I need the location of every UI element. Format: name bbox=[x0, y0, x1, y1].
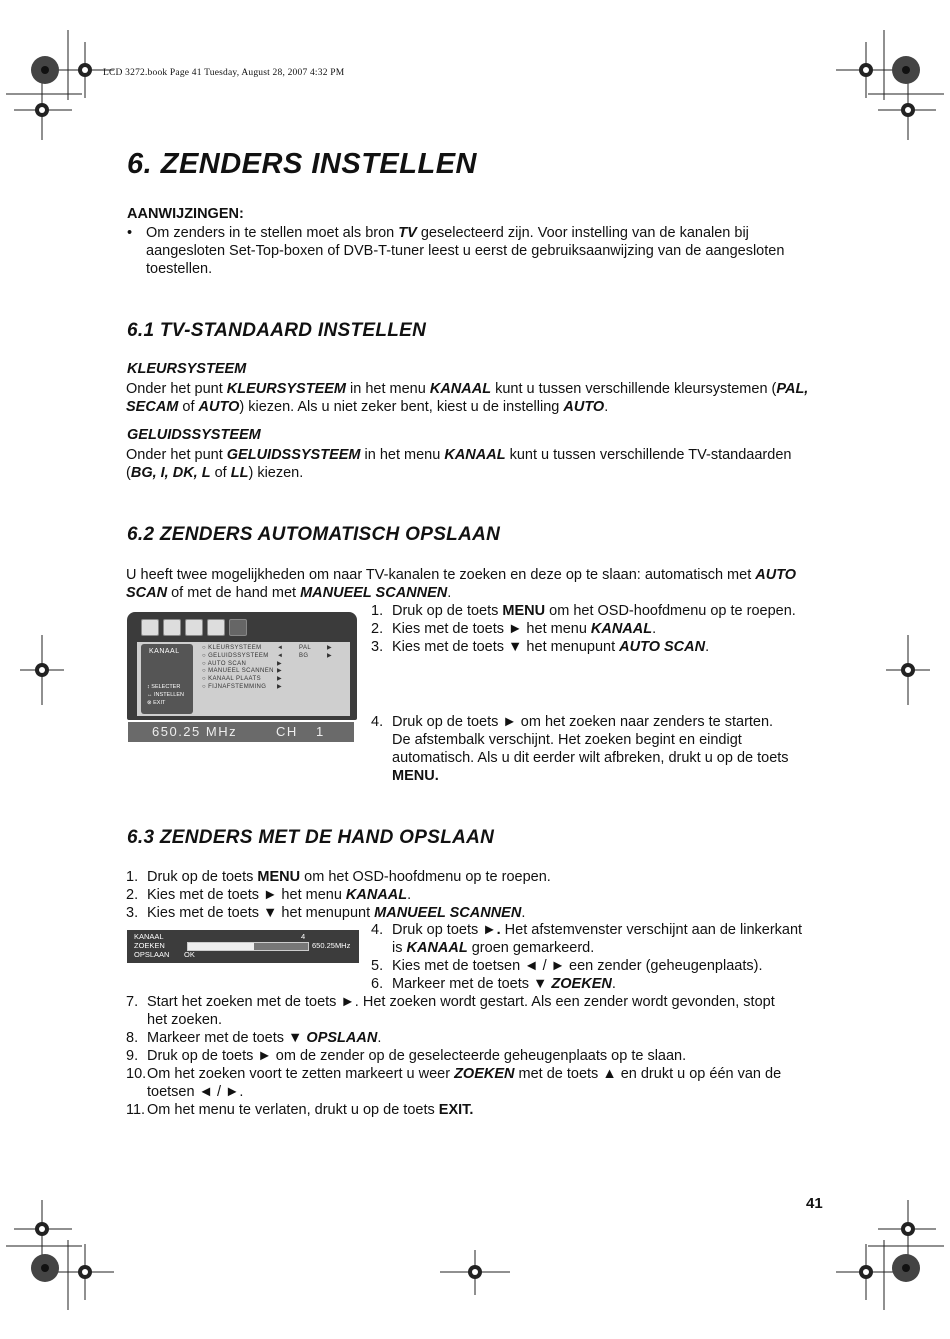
scan-progress-bar bbox=[187, 942, 309, 951]
osd-hint: ↕ SELECTER bbox=[147, 684, 181, 690]
list-item: 1. Druk op de toets MENU om het OSD-hoofdmenu op te roepen. bbox=[371, 603, 796, 619]
sound-icon bbox=[163, 619, 181, 636]
osd-zoeken-label: ZOEKEN bbox=[134, 941, 165, 950]
list-item: 4. Druk op toets ►. Het afstemvenster verschijnt aan de linkerkant is KANAAL groen gemarkeerd. bbox=[371, 922, 803, 956]
notes-heading: AANWIJZINGEN: bbox=[127, 206, 244, 222]
osd-menu-item: ○ FIJNAFSTEMMING bbox=[202, 683, 267, 690]
list-item: 6. Markeer met de toets ▼ ZOEKEN. bbox=[371, 976, 616, 992]
osd-side-label: KANAAL bbox=[149, 648, 180, 655]
osd-menu-list bbox=[202, 645, 274, 692]
list-item: 7. Start het zoeken met de toets ►. Het zoeken wordt gestart. Als een zender wordt gevonden, stopt het zoeken. bbox=[126, 994, 775, 1028]
list-item: 2. Kies met de toets ► het menu KANAAL. bbox=[126, 887, 412, 903]
osd-menu-item: ○ AUTO SCAN bbox=[202, 660, 247, 667]
osd-kanaal-value: 4 bbox=[301, 932, 306, 941]
kleursysteem-text: Onder het punt KLEURSYSTEEM in het menu KANAAL kunt u tussen verschillende kleursystemen (PAL, SECAM of AUTO) kiezen. Als u niet zeker bent, kiest u de instelling AUTO. bbox=[126, 381, 809, 415]
manual-scan-steps-mid bbox=[371, 921, 831, 993]
osd-hint: ↔ INSTELLEN bbox=[147, 692, 184, 698]
frequency-readout: 650.25 MHz bbox=[152, 724, 238, 739]
osd-menu-item: ○ KANAAL PLAATS bbox=[202, 676, 261, 683]
osd-menu-item: ○ KLEURSYSTEEM bbox=[202, 645, 262, 651]
section-6-2-intro: U heeft twee mogelijkheden om naar TV-kanalen te zoeken en deze op te slaan: automatisch met AUTO SCAN of met de hand met MANUEEL SCANNEN. bbox=[126, 567, 797, 601]
osd-arrows: ◄ ◄ ▶ ▶ ▶ ▶ bbox=[277, 645, 284, 690]
notes-bullet: • Om zenders in te stellen moet als bron TV geselecteerd zijn. Voor instelling van de kanalen bij aangesloten Set-Top-boxen of DVB-T-tuner leest u eerst de gebruiksaanwijzing van de aangesloten toestellen. bbox=[127, 225, 785, 277]
osd-menu-item: ○ GELUIDSSYSTEEM bbox=[202, 652, 269, 659]
bullet-dot: • bbox=[127, 225, 133, 241]
section-6-2-heading: 6.2 ZENDERS AUTOMATISCH OPSLAAN bbox=[127, 524, 501, 545]
osd-ok: OK bbox=[184, 950, 195, 959]
geluidssysteem-heading: GELUIDSSYSTEEM bbox=[127, 427, 261, 443]
section-6-3-heading: 6.3 ZENDERS MET DE HAND OPSLAAN bbox=[127, 827, 495, 848]
section-6-1-heading: 6.1 TV-STANDAARD INSTELLEN bbox=[127, 320, 427, 341]
osd-opslaan-label: OPSLAAN bbox=[134, 950, 170, 959]
list-item: 8. Markeer met de toets ▼ OPSLAAN. bbox=[126, 1030, 382, 1046]
osd-sidebar bbox=[141, 644, 193, 714]
page-number: 41 bbox=[806, 1195, 823, 1212]
list-item: 4. Druk op de toets ► om het zoeken naar zenders te starten. De afstembalk verschijnt. Het zoeken begint en eindigt automatisch. Als u dit eerder wilt afbreken, drukt u op de toets MENU. bbox=[371, 714, 789, 784]
list-item: 2. Kies met de toets ► het menu KANAAL. bbox=[371, 621, 657, 637]
geluidssysteem-text: Onder het punt GELUIDSSYSTEEM in het menu KANAAL kunt u tussen verschillende TV-standaarden (BG, I, DK, L of LL) kiezen. bbox=[126, 447, 792, 481]
osd-menu-item: ○ MANUEEL SCANNEN bbox=[202, 668, 274, 675]
manual-scan-osd bbox=[127, 930, 359, 963]
auto-scan-step-4 bbox=[371, 713, 831, 785]
page-header: LCD 3272.book Page 41 Tuesday, August 28, 2007 4:32 PM bbox=[103, 68, 345, 78]
channel-label: CH bbox=[276, 724, 298, 739]
list-item: 3. Kies met de toets ▼ het menupunt MANUEEL SCANNEN. bbox=[126, 905, 526, 921]
osd-value-arrows: ▶ ▶ bbox=[327, 645, 333, 659]
feature-icon bbox=[207, 619, 225, 636]
osd-kanaal-label: KANAAL bbox=[134, 932, 164, 941]
kleursysteem-heading: KLEURSYSTEEM bbox=[127, 361, 247, 377]
osd-values: PAL BG bbox=[299, 645, 312, 659]
page-title: 6. ZENDERS INSTELLEN bbox=[127, 148, 477, 180]
list-item: 1. Druk op de toets MENU om het OSD-hoofdmenu op te roepen. bbox=[126, 869, 551, 885]
settings-icon bbox=[185, 619, 203, 636]
list-item: 10. Om het zoeken voort te zetten markeert u weer ZOEKEN met de toets ▲ en drukt u op één van de toetsen ◄ / ►. bbox=[126, 1066, 782, 1100]
osd-freq: 650.25MHz bbox=[312, 941, 351, 950]
osd-menu-screenshot bbox=[127, 612, 357, 720]
frequency-bar bbox=[128, 722, 354, 742]
list-item: 9. Druk op de toets ► om de zender op de geselecteerde geheugenplaats op te slaan. bbox=[126, 1048, 687, 1064]
channel-icon bbox=[229, 619, 247, 636]
list-item: 3. Kies met de toets ▼ het menupunt AUTO SCAN. bbox=[371, 639, 710, 655]
list-item: 5. Kies met de toetsen ◄ / ► een zender (geheugenplaats). bbox=[371, 958, 763, 974]
osd-hint: ⊗ EXIT bbox=[147, 700, 166, 706]
auto-scan-steps bbox=[371, 602, 831, 656]
manual-scan-steps-top bbox=[126, 868, 836, 922]
scan-progress-fill bbox=[188, 943, 254, 950]
picture-icon bbox=[141, 619, 159, 636]
list-item: 11. Om het menu te verlaten, drukt u op de toets EXIT. bbox=[126, 1102, 474, 1118]
channel-value: 1 bbox=[316, 724, 325, 739]
manual-scan-steps-bottom bbox=[126, 993, 836, 1119]
